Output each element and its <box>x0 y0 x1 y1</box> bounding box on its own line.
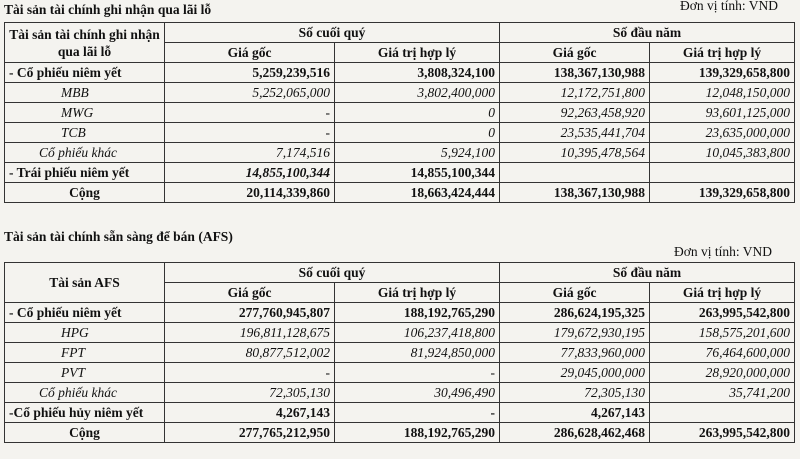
table2-title: Tài sản tài chính sẵn sàng để bán (AFS) <box>4 229 233 244</box>
cell-value: 188,192,765,290 <box>335 303 500 323</box>
row-label: MWG <box>5 103 165 123</box>
cell-value: 29,045,000,000 <box>500 363 650 383</box>
cell-value: 72,305,130 <box>500 383 650 403</box>
table-row <box>5 383 795 403</box>
cell-value: 92,263,458,920 <box>500 103 650 123</box>
row-label: - Cổ phiếu niêm yết <box>5 63 165 83</box>
cell-value: 4,267,143 <box>165 403 335 423</box>
row-label: FPT <box>5 343 165 363</box>
cell-value: 5,259,239,516 <box>165 63 335 83</box>
cell-value: 77,833,960,000 <box>500 343 650 363</box>
cell-value: 3,808,324,100 <box>335 63 500 83</box>
table1-cost-header: Giá gốc <box>165 43 335 63</box>
cell-value: - <box>335 403 500 423</box>
table1-title: Tài sản tài chính ghi nhận qua lãi lỗ <box>4 2 212 17</box>
row-label: Cổ phiếu khác <box>5 143 165 163</box>
cell-value: 138,367,130,988 <box>500 183 650 203</box>
cell-value: 93,601,125,000 <box>650 103 795 123</box>
table2-fair-value-header: Giá trị hợp lý <box>650 283 795 303</box>
cell-value: 72,305,130 <box>165 383 335 403</box>
table1-cost-header: Giá gốc <box>500 43 650 63</box>
cell-value: 263,995,542,800 <box>650 303 795 323</box>
table1-end-quarter-header: Số cuối quý <box>165 23 500 43</box>
cell-value: 18,663,424,444 <box>335 183 500 203</box>
row-label: TCB <box>5 123 165 143</box>
total-label: Cộng <box>5 423 165 443</box>
afs-table <box>4 262 795 443</box>
table-total-row <box>5 183 795 203</box>
table2-fair-value-header: Giá trị hợp lý <box>335 283 500 303</box>
cell-value: 7,174,516 <box>165 143 335 163</box>
table1-fair-value-header: Giá trị hợp lý <box>335 43 500 63</box>
table1-fair-value-header: Giá trị hợp lý <box>650 43 795 63</box>
cell-value: 10,045,383,800 <box>650 143 795 163</box>
cell-value: 5,924,100 <box>335 143 500 163</box>
table-row <box>5 303 795 323</box>
cell-value <box>500 163 650 183</box>
table2-begin-year-header: Số đầu năm <box>500 263 795 283</box>
table-row <box>5 83 795 103</box>
cell-value: 286,628,462,468 <box>500 423 650 443</box>
row-label: - Cổ phiếu niêm yết <box>5 303 165 323</box>
cell-value: 12,172,751,800 <box>500 83 650 103</box>
cell-value: 106,237,418,800 <box>335 323 500 343</box>
table-row <box>5 163 795 183</box>
cell-value: 138,367,130,988 <box>500 63 650 83</box>
cell-value: 196,811,128,675 <box>165 323 335 343</box>
table-total-row <box>5 423 795 443</box>
cell-value: 158,575,201,600 <box>650 323 795 343</box>
cell-value: 277,765,212,950 <box>165 423 335 443</box>
cell-value: 0 <box>335 103 500 123</box>
table2-cost-header: Giá gốc <box>500 283 650 303</box>
cell-value: 188,192,765,290 <box>335 423 500 443</box>
cell-value: - <box>165 103 335 123</box>
row-label: Cổ phiếu khác <box>5 383 165 403</box>
cell-value: 76,464,600,000 <box>650 343 795 363</box>
table-row <box>5 403 795 423</box>
total-label: Cộng <box>5 183 165 203</box>
table2-cost-header: Giá gốc <box>165 283 335 303</box>
cell-value: 286,624,195,325 <box>500 303 650 323</box>
cell-value: 80,877,512,002 <box>165 343 335 363</box>
cell-value: - <box>165 363 335 383</box>
cell-value: 23,635,000,000 <box>650 123 795 143</box>
cell-value: 35,741,200 <box>650 383 795 403</box>
table1-unit: Đơn vị tính: VND <box>680 0 779 13</box>
cell-value: 10,395,478,564 <box>500 143 650 163</box>
row-label: - Trái phiếu niêm yết <box>5 163 165 183</box>
cell-value: 139,329,658,800 <box>650 183 795 203</box>
cell-value: 28,920,000,000 <box>650 363 795 383</box>
table1-item-header: Tài sản tài chính ghi nhận qua lãi lỗ <box>5 23 165 63</box>
table2-end-quarter-header: Số cuối quý <box>165 263 500 283</box>
cell-value <box>650 163 795 183</box>
cell-value: - <box>335 363 500 383</box>
table-row <box>5 143 795 163</box>
cell-value: 12,048,150,000 <box>650 83 795 103</box>
cell-value: 30,496,490 <box>335 383 500 403</box>
cell-value: 81,924,850,000 <box>335 343 500 363</box>
cell-value: 4,267,143 <box>500 403 650 423</box>
table-row <box>5 103 795 123</box>
cell-value: 263,995,542,800 <box>650 423 795 443</box>
table1-begin-year-header: Số đầu năm <box>500 23 795 43</box>
cell-value: 0 <box>335 123 500 143</box>
cell-value: - <box>165 123 335 143</box>
row-label: MBB <box>5 83 165 103</box>
cell-value: 139,329,658,800 <box>650 63 795 83</box>
cell-value: 179,672,930,195 <box>500 323 650 343</box>
table2-unit: Đơn vị tính: VND <box>674 244 773 259</box>
cell-value: 23,535,441,704 <box>500 123 650 143</box>
cell-value <box>650 403 795 423</box>
table2-item-header: Tài sản AFS <box>5 263 165 303</box>
fvtpl-table <box>4 22 795 203</box>
cell-value: 5,252,065,000 <box>165 83 335 103</box>
table-row <box>5 63 795 83</box>
cell-value: 277,760,945,807 <box>165 303 335 323</box>
row-label: HPG <box>5 323 165 343</box>
row-label: -Cổ phiếu hủy niêm yết <box>5 403 165 423</box>
table-row <box>5 123 795 143</box>
cell-value: 3,802,400,000 <box>335 83 500 103</box>
row-label: PVT <box>5 363 165 383</box>
table-row <box>5 323 795 343</box>
cell-value: 14,855,100,344 <box>335 163 500 183</box>
cell-value: 14,855,100,344 <box>165 163 335 183</box>
table-row <box>5 343 795 363</box>
table-row <box>5 363 795 383</box>
cell-value: 20,114,339,860 <box>165 183 335 203</box>
